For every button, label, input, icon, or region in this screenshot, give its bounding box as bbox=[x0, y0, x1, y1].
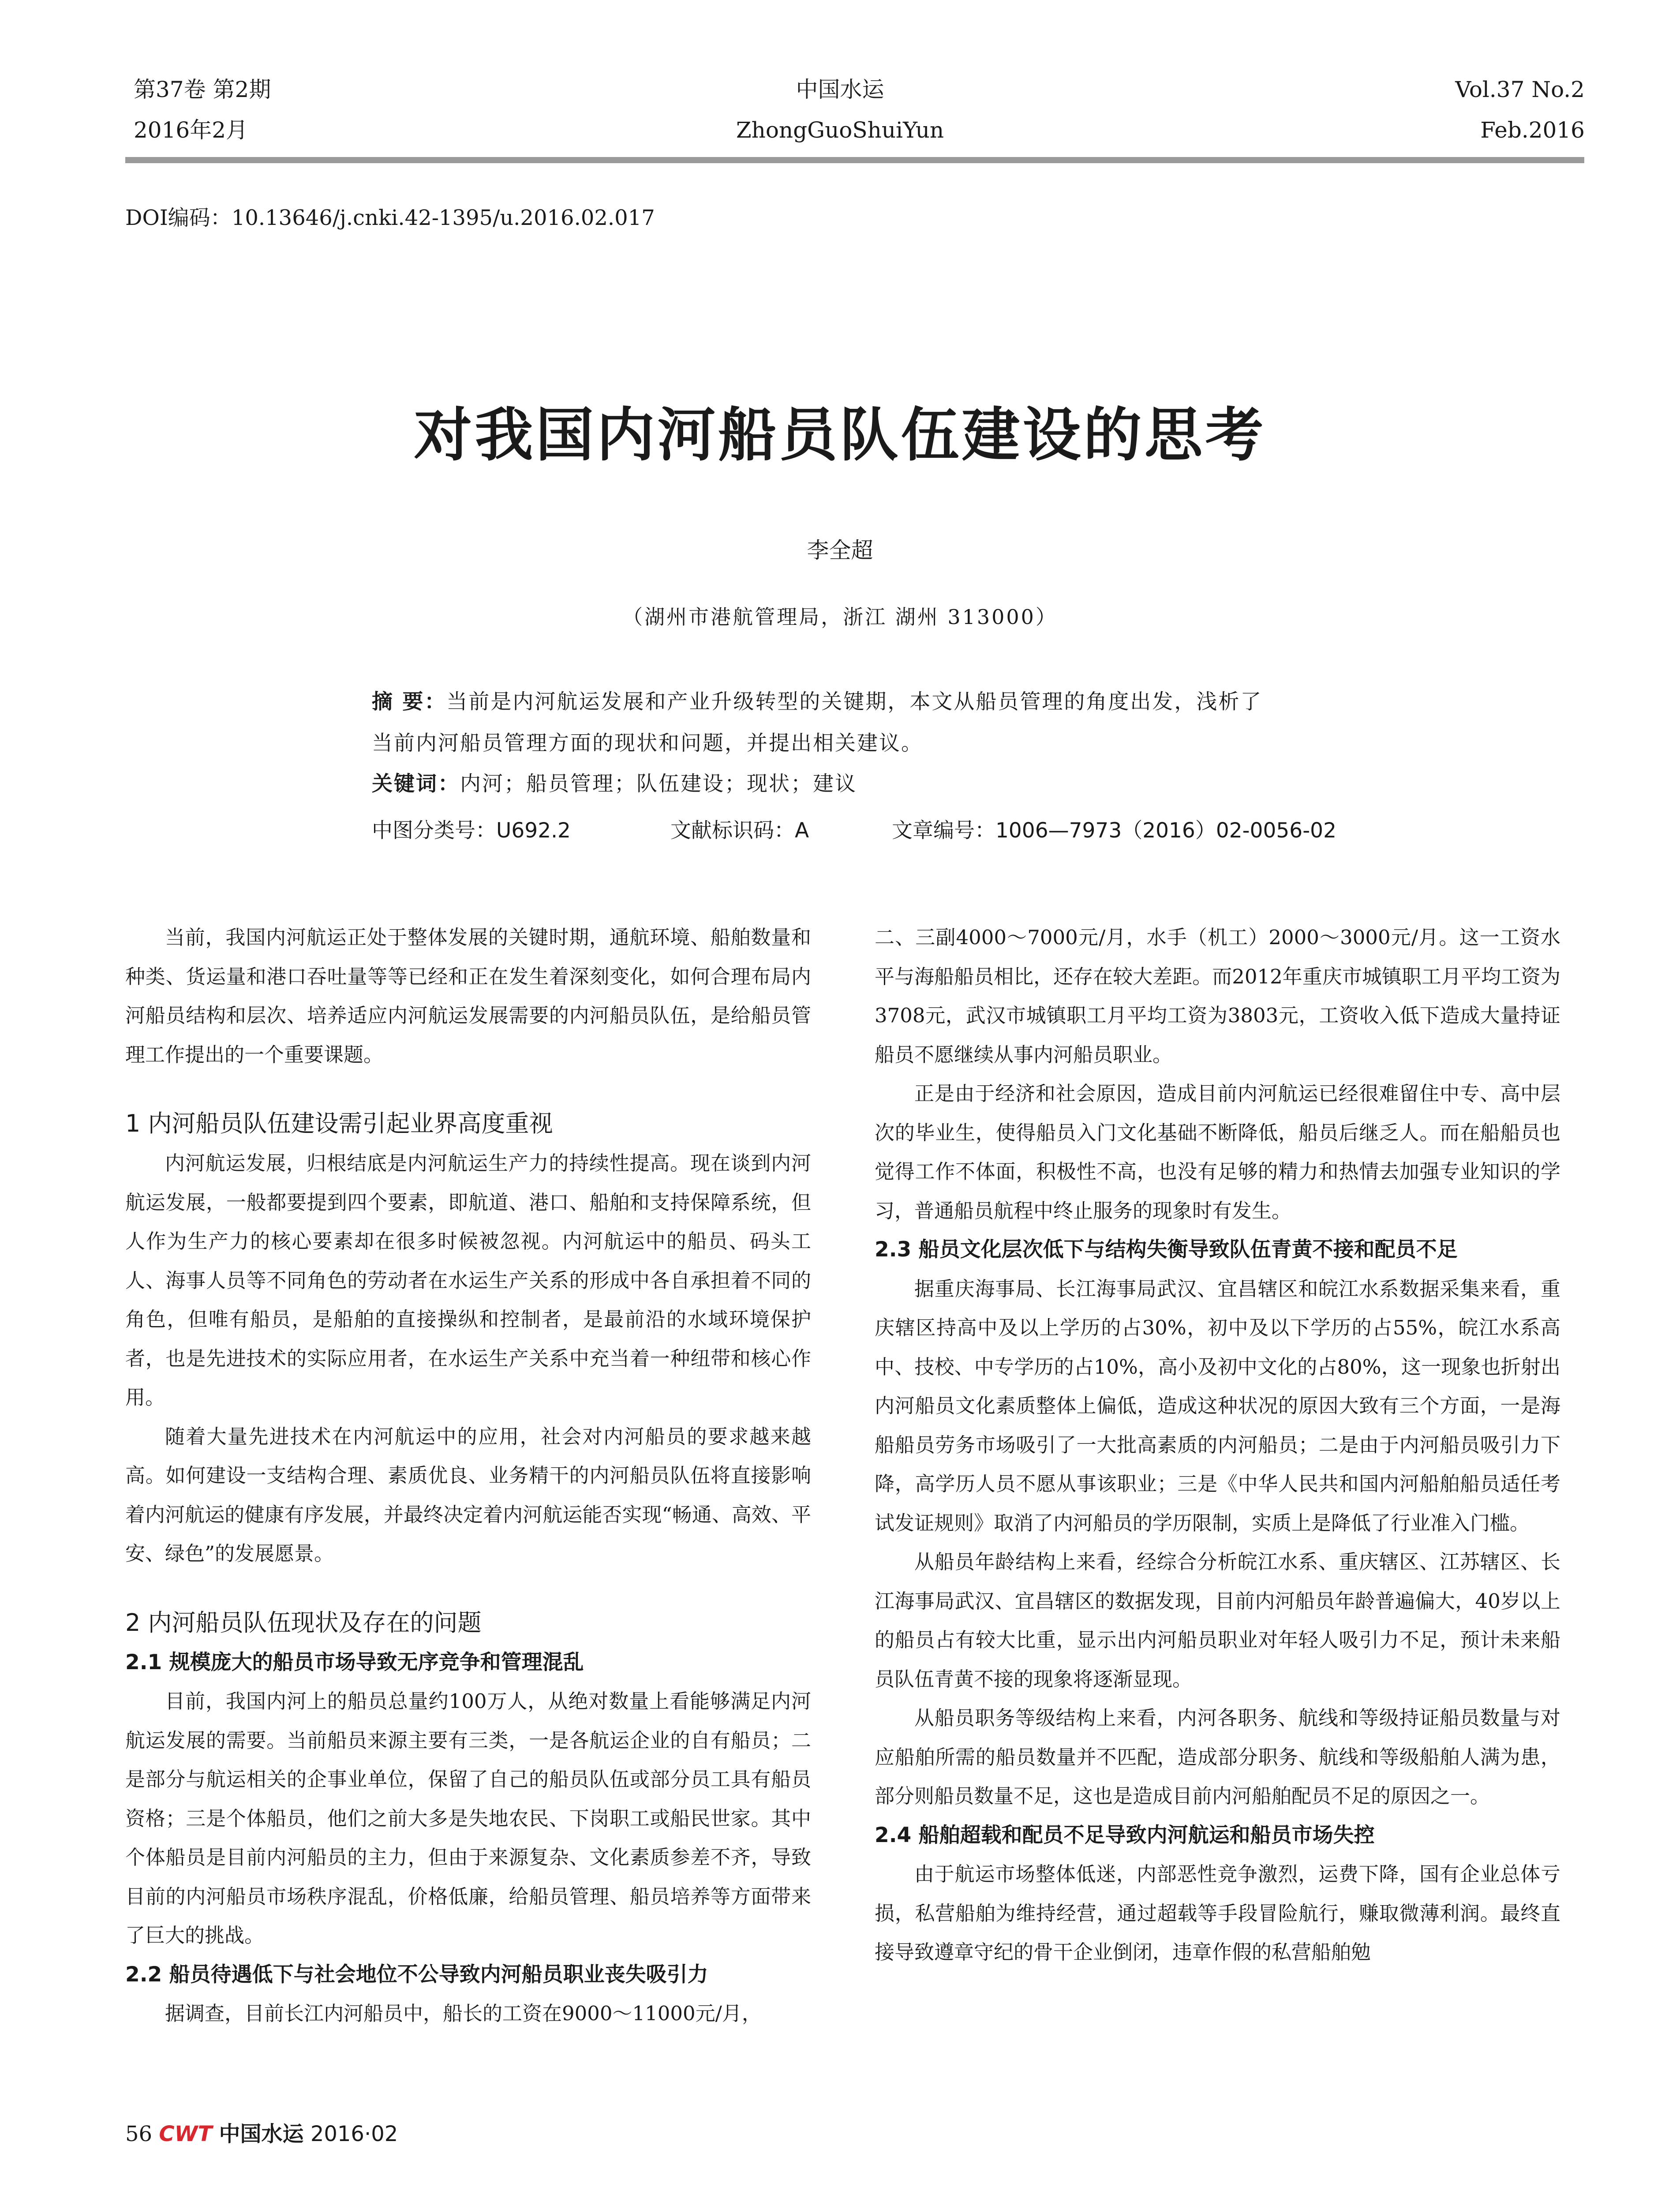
header-volume-en: Vol.37 No.2 bbox=[1455, 77, 1585, 102]
author: 李全超 bbox=[807, 538, 873, 563]
abstract-line-2 bbox=[372, 733, 1395, 754]
abstract-text-1: 当前是内河航运发展和产业升级转型的关键期，本文从船员管理的角度出发，浅析了 bbox=[446, 690, 1263, 714]
section-2-heading: 2 内河船员队伍现状及存在的问题 bbox=[125, 1608, 482, 1637]
header-rule bbox=[125, 157, 1584, 163]
clc-number: 中图分类号：U692.2 bbox=[372, 818, 571, 843]
section-2-1-paragraph: 目前，我国内河上的船员总量约100万人，从绝对数量上看能够满足内河航运发展的需要。当前船员来源主要有三类，一是各航运企业的自有船员；二是部分与航运相关的企事业单位，保留了自己的船员队伍或部分员工具有船员资格；三是个体船员，他们之前大多是失地农民、下岗职工或船民世家。其中个体船员是目前内河船员的主力，但由于来源复杂、文化素质参差不齐，导致目前的内河船员市场秩序混乱，价格低廉，给船员管理、船员培养等方面带来了巨大的挑战。 bbox=[125, 1689, 811, 1947]
header-date-en: Feb.2016 bbox=[1480, 117, 1585, 143]
section-2-3-paragraph-2: 从船员年龄结构上来看，经综合分析皖江水系、重庆辖区、江苏辖区、长江海事局武汉、宜昌辖区的数据发现，目前内河船员年龄普遍偏大，40岁以上的船员占有较大比重，显示出内河船员职业对年轻人吸引力不足，预计未来船员队伍青黄不接的现象将逐渐显现。 bbox=[875, 1550, 1560, 1691]
section-1-heading: 1 内河船员队伍建设需引起业界高度重视 bbox=[125, 1110, 553, 1137]
section-2-3-paragraph-3: 从船员职务等级结构上来看，内河各职务、航线和等级持证船员数量与对应船舶所需的船员数量并不匹配，造成部分职务、航线和等级船舶人满为患，部分则船员数量不足，这也是造成目前内河船舶配员不足的原因之一。 bbox=[875, 1706, 1560, 1808]
intro-paragraph: 当前，我国内河航运正处于整体发展的关键时期，通航环境、船舶数量和种类、货运量和港口吞吐量等等已经和正在发生着深刻变化，如何合理布局内河船员结构和层次、培养适应内河航运发展需要的内河船员队伍，是给船员管理工作提出的一个重要课题。 bbox=[125, 926, 811, 1066]
header-journal-cn: 中国水运 bbox=[796, 77, 884, 102]
article-title: 对我国内河船员队伍建设的思考 bbox=[414, 401, 1266, 469]
doi: DOI编码：10.13646/j.cnki.42-1395/u.2016.02.017 bbox=[125, 206, 655, 230]
section-2-4-paragraph: 由于航运市场整体低迷，内部恶性竞争激烈，运费下降，国有企业总体亏损，私营船舶为维持经营，通过超载等手段冒险航行，赚取微薄利润。最终直接导致遵章守纪的骨干企业倒闭，违章作假的私营船舶勉 bbox=[875, 1862, 1560, 1964]
cwt-logo: CWT bbox=[159, 2122, 213, 2146]
section-2-2-heading: 2.2 船员待遇低下与社会地位不公导致内河船员职业丧失吸引力 bbox=[125, 1962, 708, 1987]
left-column bbox=[125, 918, 811, 2033]
section-2-2-paragraph-continued: 二、三副4000～7000元/月，水手（机工）2000～3000元/月。这一工资水平与海船船员相比，还存在较大差距。而2012年重庆市城镇职工月平均工资为3708元，武汉市城镇职工月平均工资为3803元，工资收入低下造成大量持证船员不愿继续从事内河船员职业。 bbox=[875, 926, 1560, 1066]
abstract-text-2: 当前内河船员管理方面的现状和问题，并提出相关建议。 bbox=[372, 731, 923, 755]
footer-magazine-name: 中国水运 bbox=[219, 2122, 304, 2146]
document-code: 文献标识码：A bbox=[670, 818, 809, 843]
header-date-cn: 2016年2月 bbox=[134, 117, 248, 143]
article-number: 文章编号：1006—7973（2016）02-0056-02 bbox=[892, 818, 1336, 843]
right-column bbox=[875, 918, 1560, 1972]
keywords-line bbox=[372, 774, 1395, 794]
abstract-line-1 bbox=[372, 691, 1395, 712]
section-2-1-heading: 2.1 规模庞大的船员市场导致无序竞争和管理混乱 bbox=[125, 1650, 584, 1674]
section-1-paragraph-1: 内河航运发展，归根结底是内河航运生产力的持续性提高。现在谈到内河航运发展，一般都要提到四个要素，即航道、港口、船舶和支持保障系统，但人作为生产力的核心要素却在很多时候被忽视。内河航运中的船员、码头工人、海事人员等不同角色的劳动者在水运生产关系的形成中各自承担着不同的角色，但唯有船员，是船舶的直接操纵和控制者，是最前沿的水域环境保护者，也是先进技术的实际应用者，在水运生产关系中充当着一种纽带和核心作用。 bbox=[125, 1151, 811, 1409]
page-number: 56 bbox=[125, 2122, 153, 2146]
section-2-3-heading: 2.3 船员文化层次低下与结构失衡导致队伍青黄不接和配员不足 bbox=[875, 1237, 1458, 1262]
section-1-paragraph-2: 随着大量先进技术在内河航运中的应用，社会对内河船员的要求越来越高。如何建设一支结构合理、素质优良、业务精干的内河船员队伍将直接影响着内河航运的健康有序发展，并最终决定着内河航运能否实现“畅通、高效、平安、绿色”的发展愿景。 bbox=[125, 1424, 811, 1565]
keywords-text: 内河；船员管理；队伍建设；现状；建议 bbox=[460, 772, 857, 796]
section-2-2-paragraph-start: 据调查，目前长江内河船员中，船长的工资在9000～11000元/月， bbox=[165, 2002, 762, 2025]
section-2-4-heading: 2.4 船舶超载和配员不足导致内河航运和船员市场失控 bbox=[875, 1823, 1375, 1847]
keywords-label: 关键词： bbox=[372, 772, 460, 796]
abstract-label: 摘 要： bbox=[372, 690, 447, 714]
footer-issue: 2016·02 bbox=[310, 2122, 398, 2146]
header-journal-pinyin: ZhongGuoShuiYun bbox=[736, 117, 944, 143]
section-2-2-paragraph-2: 正是由于经济和社会原因，造成目前内河航运已经很难留住中专、高中层次的毕业生，使得船员入门文化基础不断降低，船员后继乏人。而在船船员也觉得工作不体面，积极性不高，也没有足够的精力和热情去加强专业知识的学习，普通船员航程中终止服务的现象时有发生。 bbox=[875, 1082, 1560, 1222]
section-2-3-paragraph-1: 据重庆海事局、长江海事局武汉、宜昌辖区和皖江水系数据采集来看，重庆辖区持高中及以上学历的占30%，初中及以下学历的占55%，皖江水系高中、技校、中专学历的占10%，高小及初中文化的占80%，这一现象也折射出内河船员文化素质整体上偏低，造成这种状况的原因大致有三个方面，一是海船船员劳务市场吸引了一大批高素质的内河船员；二是由于内河船员吸引力下降，高学历人员不愿从事该职业；三是《中华人民共和国内河船舶船员适任考试发证规则》取消了内河船员的学历限制，实质上是降低了行业准入门槛。 bbox=[875, 1277, 1560, 1535]
header-volume-cn: 第37卷 第2期 bbox=[134, 77, 271, 102]
page-footer bbox=[125, 2117, 398, 2147]
affiliation: （湖州市港航管理局，浙江 湖州 313000） bbox=[622, 605, 1058, 629]
